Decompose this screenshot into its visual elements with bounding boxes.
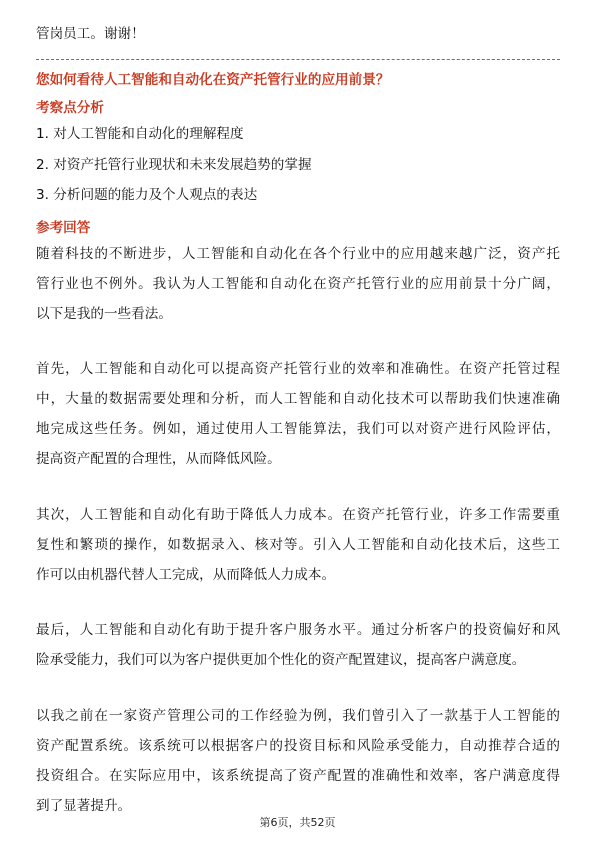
answer-paragraph-line: 其次，人工智能和自动化有助于降低人力成本。在资产托管行业，许多工作需要重	[36, 507, 560, 523]
answer-paragraph-line: 以下是我的一些看法。	[36, 306, 172, 322]
section-divider	[36, 59, 560, 60]
analysis-item: 2. 对资产托管行业现状和未来发展趋势的掌握	[36, 157, 312, 173]
analysis-title: 考察点分析	[36, 100, 104, 116]
top-fragment-text: 管岗员工。谢谢！	[36, 26, 145, 42]
answer-title: 参考回答	[36, 220, 91, 236]
answer-paragraph-line: 复性和繁琐的操作，如数据录入、核对等。引入人工智能和自动化技术后，这些工	[36, 537, 560, 553]
answer-paragraph-line: 管行业也不例外。我认为人工智能和自动化在资产托管行业的应用前景十分广阔，	[36, 276, 560, 292]
answer-paragraph-line: 险承受能力，我们可以为客户提供更加个性化的资产配置建议，提高客户满意度。	[36, 652, 526, 668]
answer-paragraph-line: 以我之前在一家资产管理公司的工作经验为例，我们曾引入了一款基于人工智能的	[36, 708, 560, 724]
answer-paragraph-line: 资产配置系统。该系统可以根据客户的投资目标和风险承受能力，自动推荐合适的	[36, 738, 560, 754]
answer-paragraph-line: 中，大量的数据需要处理和分析，而人工智能和自动化技术可以帮助我们快速准确	[36, 391, 560, 407]
question-heading: 您如何看待人工智能和自动化在资产托管行业的应用前景？	[36, 72, 390, 88]
answer-paragraph-line: 首先，人工智能和自动化可以提高资产托管行业的效率和准确性。在资产托管过程	[36, 361, 560, 377]
page-number-footer: 第6页，共52页	[259, 816, 336, 829]
analysis-item: 3. 分析问题的能力及个人观点的表达	[36, 187, 258, 203]
answer-paragraph-line: 随着科技的不断进步，人工智能和自动化在各个行业中的应用越来越广泛，资产托	[36, 246, 560, 262]
answer-paragraph-line: 投资组合。在实际应用中，该系统提高了资产配置的准确性和效率，客户满意度得	[36, 768, 560, 784]
answer-paragraph-line: 最后，人工智能和自动化有助于提升客户服务水平。通过分析客户的投资偏好和风	[36, 622, 560, 638]
analysis-item: 1. 对人工智能和自动化的理解程度	[36, 126, 244, 142]
answer-paragraph-line: 作可以由机器代替人工完成，从而降低人力成本。	[36, 567, 336, 583]
answer-paragraph-line: 提高资产配置的合理性，从而降低风险。	[36, 451, 281, 467]
answer-paragraph-line: 地完成这些任务。例如，通过使用人工智能算法，我们可以对资产进行风险评估，	[36, 421, 560, 437]
answer-paragraph-line: 到了显著提升。	[36, 798, 132, 814]
